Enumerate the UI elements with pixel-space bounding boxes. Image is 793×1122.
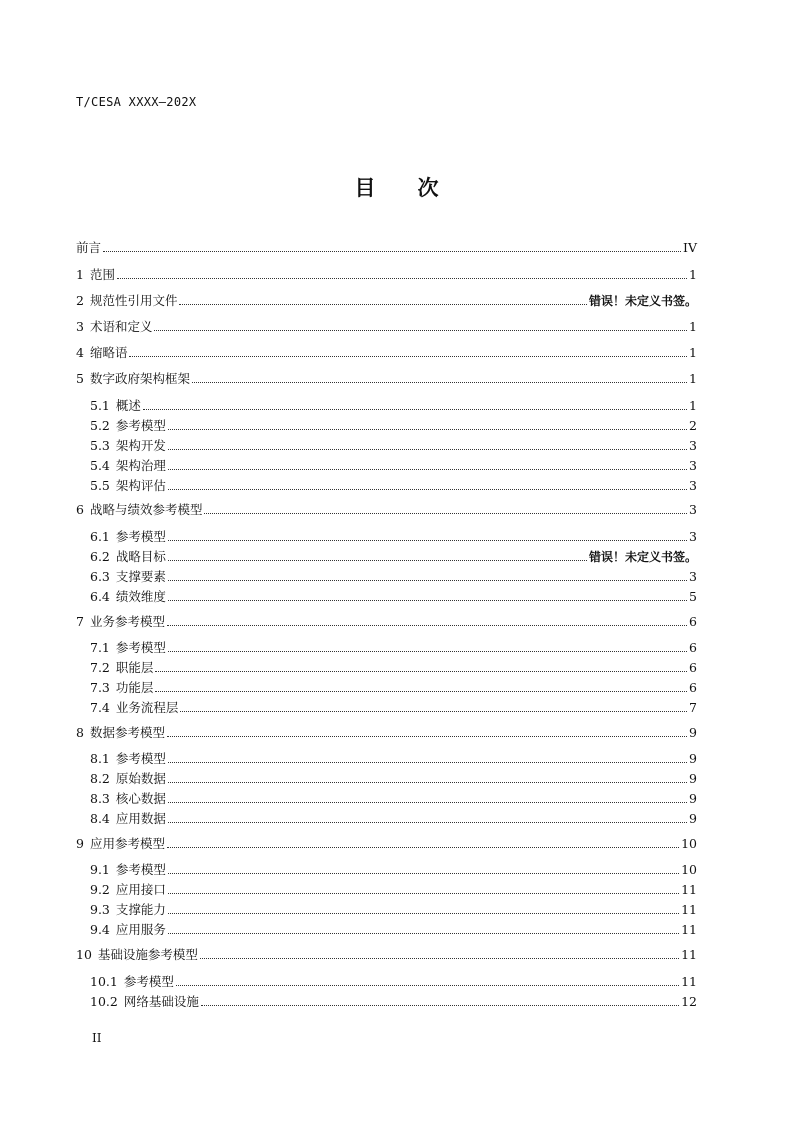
- toc-entry-title: 绩效维度: [115, 589, 166, 604]
- toc-entry-page: 11: [681, 902, 697, 917]
- toc-entry-number: 5.1: [90, 398, 110, 413]
- toc-entry-title: 功能层: [115, 680, 154, 695]
- toc-entry-title: 参考模型: [123, 974, 174, 989]
- toc-entry-number: 7.1: [90, 640, 110, 655]
- toc-entry-number: 6.2: [90, 549, 110, 564]
- toc-entry[interactable]: [76, 371, 697, 387]
- toc-entry-page: 3: [689, 569, 697, 584]
- toc-entry-page: 6: [689, 640, 697, 655]
- toc-entry-page: 11: [681, 882, 697, 897]
- toc-entry[interactable]: [90, 478, 697, 494]
- toc-leader-dots: [168, 429, 687, 430]
- toc-leader-dots: [129, 356, 687, 357]
- toc-entry-number: 7.3: [90, 680, 110, 695]
- toc-entry-title: 应用参考模型: [89, 836, 165, 851]
- toc-entry-number: 5.4: [90, 458, 110, 473]
- toc-entry-page: 9: [689, 751, 697, 766]
- toc-leader-dots: [155, 691, 687, 692]
- toc-entry-page: 9: [689, 791, 697, 806]
- toc-entry-page: 1: [689, 398, 697, 413]
- toc-entry-page: 3: [689, 478, 697, 493]
- toc-entry-page: 1: [689, 371, 697, 386]
- toc-entry-number: 8.1: [90, 751, 110, 766]
- toc-entry-title: 参考模型: [115, 529, 166, 544]
- toc-leader-dots: [168, 873, 679, 874]
- toc-entry-page: 3: [689, 458, 697, 473]
- toc-leader-dots: [168, 560, 587, 561]
- toc-entry-page: 9: [689, 811, 697, 826]
- toc-entry[interactable]: [76, 614, 697, 630]
- toc-entry-number: 3: [76, 319, 84, 334]
- toc-entry[interactable]: [90, 529, 697, 545]
- toc-leader-dots: [168, 469, 687, 470]
- toc-entry[interactable]: [76, 947, 697, 963]
- toc-entry-title: 战略目标: [115, 549, 166, 564]
- toc-entry-number: 8.3: [90, 791, 110, 806]
- toc-leader-dots: [192, 382, 687, 383]
- toc-bookmark-error: 错误！未定义书签。: [588, 550, 697, 564]
- toc-entry-number: 6.4: [90, 589, 110, 604]
- toc-entry-page: 11: [681, 947, 697, 962]
- toc-entry-page: 3: [689, 502, 697, 517]
- toc-entry-title: 业务参考模型: [89, 614, 165, 629]
- toc-entry-title: 业务流程层: [115, 700, 179, 715]
- toc-leader-dots: [168, 762, 687, 763]
- toc-entry-number: 8.2: [90, 771, 110, 786]
- toc-leader-dots: [168, 782, 687, 783]
- toc-leader-dots: [168, 489, 687, 490]
- toc-entry-title: 应用数据: [115, 811, 166, 826]
- toc-leader-dots: [168, 933, 679, 934]
- toc-entry-page: 3: [689, 438, 697, 453]
- toc-entry-page: 11: [681, 922, 697, 937]
- toc-entry-page: 12: [681, 994, 697, 1009]
- toc-leader-dots: [201, 1005, 679, 1006]
- toc-leader-dots: [180, 711, 687, 712]
- toc-leader-dots: [168, 802, 687, 803]
- toc-entry-number: 6: [76, 502, 84, 517]
- toc-leader-dots: [168, 822, 687, 823]
- toc-entry[interactable]: [76, 293, 697, 309]
- toc-entry-number: 7.4: [90, 700, 110, 715]
- toc-leader-dots: [168, 913, 679, 914]
- toc-entry-page: 7: [689, 700, 697, 715]
- toc-leader-dots: [154, 330, 687, 331]
- toc-entry-number: 8: [76, 725, 84, 740]
- toc-entry[interactable]: [76, 502, 697, 518]
- toc-entry[interactable]: [76, 836, 697, 852]
- toc-entry[interactable]: [90, 882, 697, 898]
- document-code: T/CESA XXXX—202X: [76, 95, 197, 109]
- page-number: II: [92, 1031, 102, 1045]
- toc-entry-page: 3: [689, 529, 697, 544]
- page-title: [0, 172, 793, 202]
- toc-entry-title: 规范性引用文件: [89, 293, 178, 308]
- toc-entry-number: 4: [76, 345, 84, 360]
- toc-entry[interactable]: [76, 725, 697, 741]
- toc-entry-page: 6: [689, 660, 697, 675]
- toc-entry[interactable]: [90, 660, 697, 676]
- toc-entry-page: 9: [689, 725, 697, 740]
- toc-leader-dots: [168, 449, 687, 450]
- toc-entry-title: 应用接口: [115, 882, 166, 897]
- toc-entry[interactable]: [90, 418, 697, 434]
- toc-entry-title: 职能层: [115, 660, 154, 675]
- toc-leader-dots: [179, 304, 587, 305]
- toc-entry[interactable]: [76, 240, 697, 256]
- toc-leader-dots: [167, 736, 687, 737]
- toc-entry-title: 参考模型: [115, 640, 166, 655]
- toc-entry[interactable]: [90, 680, 697, 696]
- toc-entry-page: 1: [689, 267, 697, 282]
- toc-entry-title: 参考模型: [115, 418, 166, 433]
- toc-entry[interactable]: [76, 267, 697, 283]
- toc-entry-number: 6.3: [90, 569, 110, 584]
- toc-entry-number: 5: [76, 371, 84, 386]
- toc-entry[interactable]: [90, 640, 697, 656]
- toc-entry[interactable]: [90, 902, 697, 918]
- toc-entry[interactable]: [90, 811, 697, 827]
- toc-entry-page: 1: [689, 345, 697, 360]
- toc-leader-dots: [167, 625, 687, 626]
- toc-entry-title: 原始数据: [115, 771, 166, 786]
- toc-entry-page: 2: [689, 418, 697, 433]
- toc-leader-dots: [167, 847, 679, 848]
- toc-leader-dots: [155, 671, 687, 672]
- toc-leader-dots: [117, 278, 687, 279]
- toc-entry[interactable]: [90, 398, 697, 414]
- toc-entry-title: 数据参考模型: [89, 725, 165, 740]
- toc-entry-title: 缩略语: [89, 345, 128, 360]
- title-char-1: 目: [354, 175, 376, 200]
- toc-entry-number: 10: [76, 947, 92, 962]
- toc-leader-dots: [168, 540, 687, 541]
- toc-entry-title: 基础设施参考模型: [97, 947, 198, 962]
- toc-entry-page: 5: [689, 589, 697, 604]
- toc-leader-dots: [103, 251, 681, 252]
- toc-entry-number: 7: [76, 614, 84, 629]
- toc-leader-dots: [168, 893, 679, 894]
- toc-entry-title: 范围: [89, 267, 115, 282]
- toc-entry-number: 9.3: [90, 902, 110, 917]
- toc-entry-page: 6: [689, 614, 697, 629]
- toc-entry-page: 11: [681, 974, 697, 989]
- toc-entry-title: 支撑能力: [115, 902, 166, 917]
- toc-entry-title: 前言: [76, 240, 102, 255]
- toc-entry-number: 9.4: [90, 922, 110, 937]
- toc-entry-title: 概述: [115, 398, 141, 413]
- toc-entry-number: 2: [76, 293, 84, 308]
- toc-entry-page: 9: [689, 771, 697, 786]
- toc-entry[interactable]: [90, 922, 697, 938]
- toc-entry[interactable]: [90, 862, 697, 878]
- toc-entry[interactable]: [90, 994, 697, 1010]
- toc-entry-page: IV: [683, 240, 697, 255]
- toc-entry-title: 术语和定义: [89, 319, 153, 334]
- toc-entry-number: 1: [76, 267, 84, 282]
- toc-leader-dots: [143, 409, 687, 410]
- toc-entry-number: 10.2: [90, 994, 118, 1009]
- toc-bookmark-error: 错误！未定义书签。: [588, 294, 697, 308]
- toc-leader-dots: [168, 580, 687, 581]
- toc-entry-title: 参考模型: [115, 751, 166, 766]
- toc-entry-page: 1: [689, 319, 697, 334]
- toc-entry[interactable]: [76, 319, 697, 335]
- toc-entry[interactable]: [90, 549, 697, 565]
- toc-entry-title: 架构治理: [115, 458, 166, 473]
- toc-entry-title: 架构开发: [115, 438, 166, 453]
- toc-entry[interactable]: [90, 458, 697, 474]
- toc-entry-number: 9: [76, 836, 84, 851]
- toc-entry-title: 应用服务: [115, 922, 166, 937]
- toc-entry-number: 10.1: [90, 974, 118, 989]
- toc-entry[interactable]: [90, 791, 697, 807]
- toc-entry[interactable]: [90, 771, 697, 787]
- toc-entry-number: 6.1: [90, 529, 110, 544]
- toc-entry[interactable]: [90, 438, 697, 454]
- toc-entry[interactable]: [90, 751, 697, 767]
- toc-entry-number: 7.2: [90, 660, 110, 675]
- toc-leader-dots: [204, 513, 687, 514]
- toc-entry-title: 支撑要素: [115, 569, 166, 584]
- toc-entry[interactable]: [76, 345, 697, 361]
- toc-leader-dots: [168, 651, 687, 652]
- toc-entry-title: 战略与绩效参考模型: [89, 502, 203, 517]
- toc-entry-title: 架构评估: [115, 478, 166, 493]
- toc-entry-number: 9.1: [90, 862, 110, 877]
- toc-entry-title: 网络基础设施: [123, 994, 199, 1009]
- toc-entry-title: 参考模型: [115, 862, 166, 877]
- toc-entry-title: 核心数据: [115, 791, 166, 806]
- toc-entry-number: 5.2: [90, 418, 110, 433]
- toc-entry-title: 数字政府架构框架: [89, 371, 190, 386]
- toc-entry-number: 5.5: [90, 478, 110, 493]
- toc-entry-page: 6: [689, 680, 697, 695]
- toc-entry[interactable]: [90, 974, 697, 990]
- toc-entry-number: 8.4: [90, 811, 110, 826]
- toc-entry[interactable]: [90, 700, 697, 716]
- toc-entry[interactable]: [90, 569, 697, 585]
- toc-entry-number: 5.3: [90, 438, 110, 453]
- toc-entry-page: 10: [681, 836, 697, 851]
- title-char-2: 次: [417, 175, 439, 200]
- toc-entry[interactable]: [90, 589, 697, 605]
- toc-entry-number: 9.2: [90, 882, 110, 897]
- toc-leader-dots: [200, 958, 679, 959]
- toc-leader-dots: [168, 600, 687, 601]
- toc-entry-page: 10: [681, 862, 697, 877]
- toc-leader-dots: [176, 985, 679, 986]
